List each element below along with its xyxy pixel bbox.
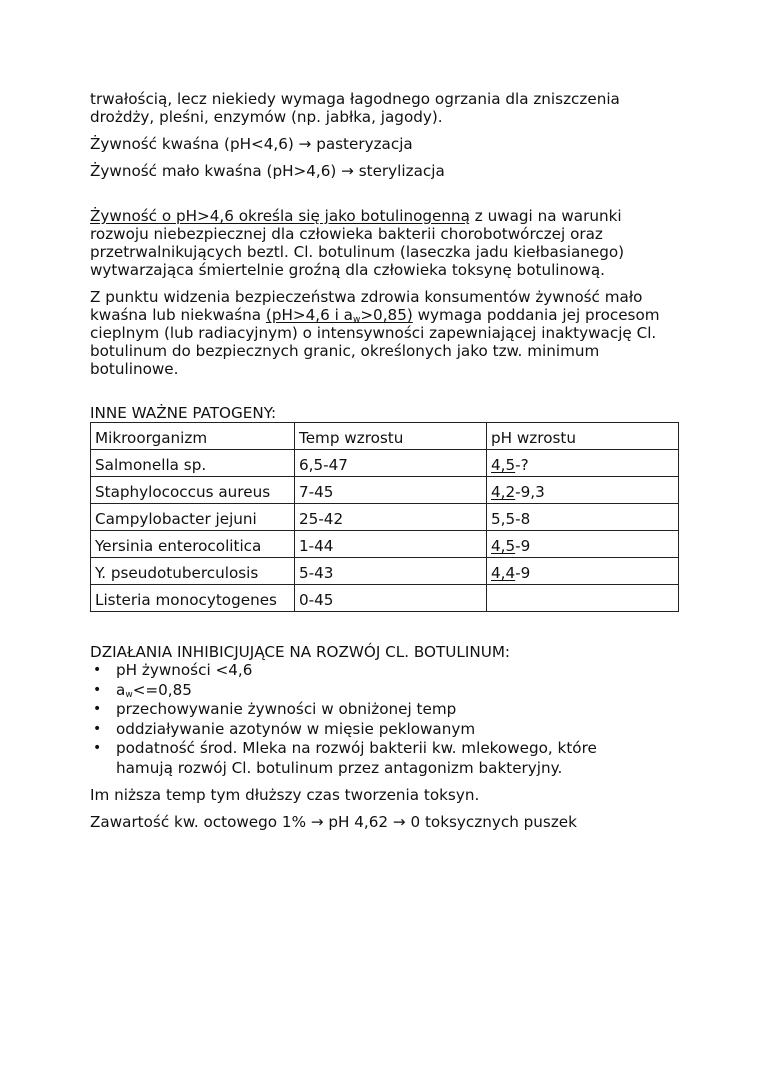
table-row (91, 450, 679, 477)
safety-line-2a: kwaśna lub niekwaśna (90, 306, 266, 324)
intro-line-2: drożdży, pleśni, enzymów (np. jabłka, jagody). (90, 108, 443, 126)
bullet-icon: • (93, 720, 102, 737)
temp-cell: 5-43 (295, 558, 487, 585)
ph-rest: -9 (515, 564, 531, 582)
table-row (91, 504, 679, 531)
intro-line-1: trwałością, lecz niekiedy wymaga łagodnego ogrzania dla zniszczenia (90, 90, 620, 108)
safety-line-1: Z punktu widzenia bezpieczeństwa zdrowia konsumentów żywność mało (90, 288, 643, 306)
organism-cell: Staphylococcus aureus (91, 477, 295, 504)
safety-condition (266, 306, 413, 324)
pathogens-table (90, 422, 679, 612)
intro-paragraph (90, 90, 680, 126)
list-item (68, 661, 680, 681)
low-acid-food-line: Żywność mało kwaśna (pH>4,6) → sterylizacja (90, 162, 445, 180)
inhibiting-heading: DZIAŁANIA INHIBICJUJĄCE NA ROZWÓJ CL. BOTULINUM: (90, 643, 511, 661)
acetic-acid-line: Zawartość kw. octowego 1% → pH 4,62 → 0 toksycznych puszek (90, 813, 577, 831)
ph-cell (487, 558, 679, 585)
list-item-text: a (116, 680, 126, 699)
temp-cell: 0-45 (295, 585, 487, 612)
organism-cell: Listeria monocytogenes (91, 585, 295, 612)
temp-cell: 1-44 (295, 531, 487, 558)
ph-rest: -9 (515, 537, 531, 555)
lower-temp-line: Im niższa temp tym dłuższy czas tworzenia toksyn. (90, 786, 480, 804)
list-item-text: przechowywanie żywności w obniżonej temp (116, 700, 457, 718)
ph-cell (487, 450, 679, 477)
ph-min-underlined: 4,5 (491, 537, 516, 555)
water-activity-subscript: w (352, 315, 361, 325)
organism-cell: Salmonella sp. (91, 450, 295, 477)
table-header-row (91, 423, 679, 450)
safety-line-5: botulinowe. (90, 360, 179, 378)
ph-min-underlined: 4,2 (491, 483, 516, 501)
table-row (91, 585, 679, 612)
safety-line-3: cieplnym (lub radiacyjnym) o intensywności zapewniającej inaktywację Cl. (90, 324, 657, 342)
bullet-icon: • (93, 662, 102, 678)
acid-food-line: Żywność kwaśna (pH<4,6) → pasteryzacja (90, 135, 413, 153)
header-temp: Temp wzrostu (295, 423, 487, 450)
temp-cell: 6,5-47 (295, 450, 487, 477)
ph-cell (487, 531, 679, 558)
list-item (68, 700, 680, 720)
botulinogenic-paragraph (90, 207, 680, 279)
list-item-text: oddziaływanie azotynów w mięsie peklowanym (116, 719, 476, 738)
organism-cell: Yersinia enterocolitica (91, 531, 295, 558)
inhibiting-list (68, 661, 680, 778)
botulinogenic-rest: z uwagi na warunki (469, 207, 622, 225)
safety-condition-a: (pH>4,6 i a (265, 306, 353, 324)
list-item-text: pH żywności <4,6 (116, 661, 253, 679)
ph-cell (487, 504, 679, 531)
header-organism: Mikroorganizm (91, 423, 295, 450)
header-ph: pH wzrostu (487, 423, 679, 450)
temp-cell: 7-45 (295, 477, 487, 504)
safety-paragraph (90, 288, 680, 378)
ph-rest: -? (515, 456, 529, 474)
ph-min-underlined: 4,5 (491, 456, 516, 474)
list-item (68, 739, 680, 778)
table-row (91, 558, 679, 585)
safety-line-2b: wymaga poddania jej procesom (412, 306, 660, 324)
bullet-icon: • (93, 701, 102, 717)
list-item (68, 681, 680, 701)
organism-cell: Y. pseudotuberculosis (91, 558, 295, 585)
document-content (90, 90, 680, 831)
list-item-text: hamują rozwój Cl. botulinum przez antagonizm bakteryjny. (116, 758, 563, 777)
list-item-text: podatność środ. Mleka na rozwój bakterii kw. mlekowego, które (116, 739, 597, 757)
ph-cell (487, 477, 679, 504)
safety-line-4: botulinum do bezpiecznych granic, określonych jako tzw. minimum (90, 342, 600, 360)
temp-cell: 25-42 (295, 504, 487, 531)
table-row (91, 477, 679, 504)
botulinogenic-line-3: przetrwalnikujących beztl. Cl. botulinum (laseczka jadu kiełbasianego) (90, 243, 625, 261)
safety-condition-b: >0,85) (360, 306, 413, 324)
table-row (91, 531, 679, 558)
water-activity-subscript: w (125, 689, 133, 700)
ph-cell (487, 585, 679, 612)
ph-rest: 5,5-8 (491, 510, 531, 528)
botulinogenic-line-2: rozwoju niebezpiecznej dla człowieka bakterii chorobotwórczej oraz (90, 225, 603, 243)
list-item-text: <=0,85 (132, 680, 192, 699)
ph-min-underlined: 4,4 (491, 564, 516, 582)
pathogens-heading: INNE WAŻNE PATOGENY: (90, 404, 277, 422)
botulinogenic-underlined: Żywność o pH>4,6 określa się jako botulinogenną (90, 207, 470, 225)
bullet-icon: • (93, 740, 102, 756)
bullet-icon: • (93, 681, 102, 698)
ph-rest: -9,3 (515, 483, 545, 501)
organism-cell: Campylobacter jejuni (91, 504, 295, 531)
list-item (68, 720, 680, 740)
botulinogenic-line-4: wytwarzająca śmiertelnie groźną dla człowieka toksynę botulinową. (90, 261, 605, 279)
